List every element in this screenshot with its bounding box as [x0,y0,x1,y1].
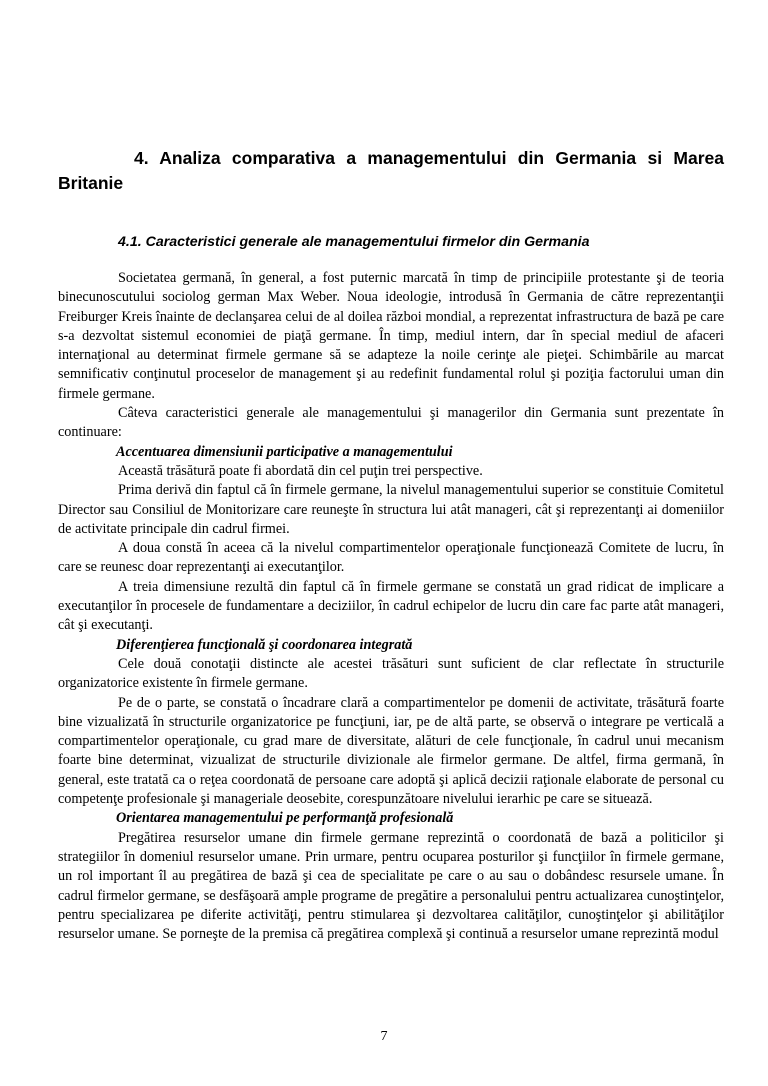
paragraph: Prima derivă din faptul că în firmele germane, la nivelul managementului superior se constituie Comitetul Director sau Consiliul de Monitorizare care reuneşte în structura lui atât manageri, cât şi reprezentanţi ai domeniilor de activitate principale din cadrul firmei. [58,482,724,537]
paragraph: Societatea germană, în general, a fost puternic marcată în timp de principiile protestante şi de teoria binecunoscutului sociolog german Max Weber. Noua ideologie, introdusă în Germania de către reprezentanţii Freiburger Kreis înainte de declanşarea celui de al doilea război mondial, a reprezentat infrastructura de bază pe care s-a dezvoltat sistemul economiei de piaţă germane. În timp, mediul intern, dar în special mediul de afaceri internaţional au determinat firmele germane să se adapteze la noile cerinţe ale pieţei. Schimbările au marcat semnificativ conţinutul proceselor de management şi au redefinit fundamental rolul şi poziţia factorului uman din firmele germane. [58,270,724,402]
subheading: Orientarea managementului pe performanţă profesională [116,810,454,827]
paragraph: Această trăsătură poate fi abordată din cel puţin trei perspective. [118,462,483,479]
page-content [58,146,724,943]
body-text [58,269,724,944]
paragraph: Pe de o parte, se constată o încadrare clară a compartimentelor pe domenii de activitate, trăsătură foarte bine vizualizată în structurile organizatorice pe funcţiuni, iar, pe de altă parte, se observă o integrare pe verticală a compartimentelor operaţionale, cu grad mare de diversitate, alături de cele funcţionale, în cadrul unui mecanism foarte bine determinat, vizualizat de structurile divizionale ale firmelor germane. De altfel, firma germană, în general, este tratată ca o reţea coordonată de persoane care adoptă şi aplică decizii raţionale elaborate de personal cu competenţe profesionale şi manageriale deosebite, corespunzătoare nivelului ierarhic pe care se situează. [58,694,724,808]
paragraph: A treia dimensiune rezultă din faptul că în firmele germane se constată un grad ridicat de implicare a executanţilor în procesele de fundamentare a deciziilor, în cadrul echipelor de lucru din care fac parte atât manageri, cât şi executanţi. [58,578,724,634]
subheading: Diferenţierea funcţională şi coordonarea integrată [116,636,413,653]
paragraph: A doua constă în aceea că la nivelul compartimentelor operaţionale funcţionează Comitete de lucru, în care se reunesc doar reprezentanţi ai executanţilor. [58,540,724,576]
paragraph: Pregătirea resurselor umane din firmele germane reprezintă o coordonată de bază a politicilor şi strategiilor în domeniul resurselor umane. Prin urmare, pentru ocuparea posturilor şi funcţiilor în firmele germane, un rol important îl au pregătirea de bază şi cea de specialitate pe care o au sau o dobândesc resursele umane. În cadrul firmelor germane, se desfăşoară ample programe de pregătire a personalului pentru actualizarea cunoştinţelor, pentru specializarea pe diferite activităţi, pentru stimularea şi dezvoltarea calităţilor, cunoştinţelor şi abilităţilor resurselor umane. Se porneşte de la premisa că pregătirea complexă şi continuă a resurselor umane reprezintă modul [58,829,724,943]
paragraph: Câteva caracteristici generale ale managementului şi managerilor din Germania sunt prezentate în continuare: [58,405,724,441]
paragraph: Cele două conotaţii distincte ale acestei trăsături sunt suficient de clar reflectate în structurile organizatorice existente în firmele germane. [58,655,724,692]
page-number: 7 [380,1029,388,1044]
section-title: 4.1. Caracteristici generale ale managementului firmelor din Germania [118,234,590,250]
chapter-title: 4. Analiza comparativa a managementului din Germania si Marea Britanie [58,148,724,193]
subheading: Accentuarea dimensiunii participative a managementului [116,443,453,460]
